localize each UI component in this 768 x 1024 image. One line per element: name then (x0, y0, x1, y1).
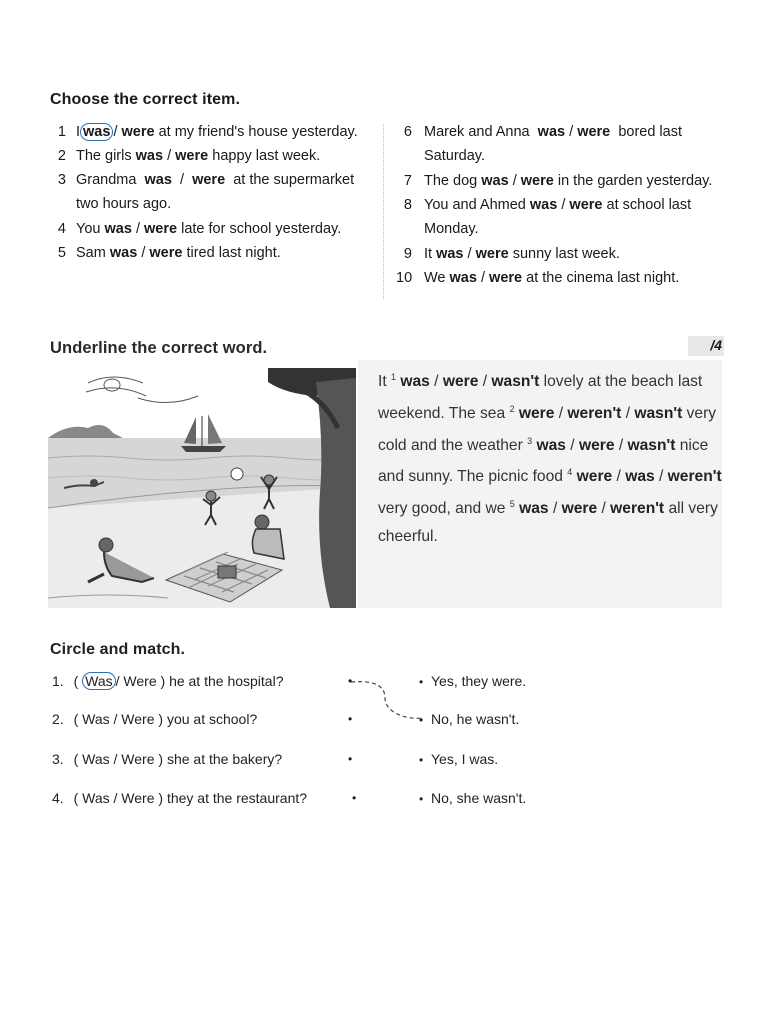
match-line (345, 672, 430, 728)
item-suffix: at the cinema last night. (526, 270, 680, 286)
separator: / (167, 148, 172, 164)
question-row[interactable] (52, 751, 362, 771)
choice-word[interactable]: was (625, 468, 655, 486)
choice-word[interactable]: wasn't (627, 436, 676, 454)
score-box (688, 336, 724, 356)
question-number: 1. (52, 673, 64, 689)
score-label: /4 (710, 337, 722, 353)
item-prefix: The girls (76, 148, 132, 164)
option-were[interactable]: were (569, 197, 603, 213)
item-prefix: Grandma (76, 172, 137, 188)
option-were[interactable]: were (489, 270, 523, 286)
exercise1-item[interactable] (50, 120, 380, 144)
answer-row[interactable]: • No, she wasn't. (419, 790, 527, 806)
option-was[interactable]: was (104, 221, 132, 237)
exercise1-item[interactable] (396, 242, 726, 266)
option-was[interactable]: was (449, 270, 477, 286)
item-suffix: sunny last week. (512, 246, 620, 262)
choice-word[interactable]: were (576, 468, 613, 486)
paragraph-text: nice and sunny. The picnic food (378, 436, 709, 486)
exercise1-item[interactable] (50, 217, 380, 241)
section2-title: Underline the correct word. (50, 339, 268, 357)
question-number: 4. (52, 790, 64, 806)
separator: / (467, 246, 472, 262)
bracket-close: ) (160, 673, 166, 689)
item-suffix: bored last (618, 124, 682, 140)
item-prefix: You (76, 221, 101, 237)
separator: / (561, 197, 566, 213)
option-were[interactable]: Were (121, 751, 155, 767)
exercise1-item[interactable] (396, 193, 726, 242)
option-were[interactable]: were (577, 124, 611, 140)
option-were[interactable]: were (192, 172, 226, 188)
item-continuation: two hours ago. (76, 196, 172, 212)
bracket-close: ) (158, 751, 164, 767)
item-number: 8 (403, 197, 412, 213)
separator: / (113, 751, 118, 767)
option-were[interactable]: were (175, 148, 209, 164)
exercise1-item[interactable] (396, 169, 726, 193)
option-were[interactable]: were (475, 246, 509, 262)
column-divider (383, 124, 384, 299)
choice-word[interactable]: were (442, 373, 479, 390)
item-suffix: at the supermarket (233, 172, 355, 188)
section1-title: Choose the correct item. (50, 91, 241, 108)
exercise1-item[interactable] (396, 120, 726, 169)
item-number: 9 (403, 246, 412, 262)
option-was[interactable]: Was (82, 751, 110, 767)
choice-word[interactable]: weren't (610, 500, 665, 518)
bracket-open: ( (73, 673, 79, 689)
paragraph-text: / (597, 500, 611, 518)
exercise1-item[interactable] (50, 168, 380, 217)
option-was[interactable]: was (144, 172, 172, 188)
option-was[interactable]: Was (82, 790, 110, 806)
option-was-circled[interactable]: Was (82, 672, 115, 690)
separator: / (569, 124, 574, 140)
option-was-circled[interactable]: was (80, 123, 113, 141)
paragraph-text: / (614, 436, 628, 454)
choice-word[interactable]: wasn't (634, 404, 683, 422)
separator: / (180, 172, 185, 188)
gap-number: 1 (391, 372, 397, 382)
paragraph-text: all very cheerful. (378, 500, 718, 545)
choice-word[interactable]: weren't (567, 404, 622, 422)
separator: / (135, 221, 140, 237)
exercise1-item[interactable] (50, 144, 380, 168)
separator: / (512, 173, 517, 189)
choice-word[interactable]: were (578, 436, 615, 454)
separator: / (141, 245, 146, 261)
paragraph-text: It (378, 373, 391, 390)
paragraph-text: / (621, 404, 635, 422)
choice-word[interactable]: weren't (667, 468, 722, 486)
item-prefix: You and Ahmed (424, 197, 526, 213)
option-were[interactable]: were (121, 124, 155, 140)
item-suffix: in the garden yesterday. (557, 173, 713, 189)
question-number: 3. (52, 751, 64, 767)
item-suffix: at my friend's house yesterday. (158, 124, 358, 140)
answer-text: Yes, they were. (430, 673, 527, 689)
option-were[interactable]: were (520, 173, 554, 189)
paragraph-text: / (565, 436, 579, 454)
exercise1-item[interactable] (50, 241, 380, 265)
item-prefix: We (424, 270, 446, 286)
section3-title: Circle and match. (50, 641, 186, 658)
bracket-close: ) (158, 790, 164, 806)
item-prefix: Marek and Anna (424, 124, 530, 140)
paragraph-text: very good, and we (378, 500, 510, 518)
option-was[interactable]: was (436, 246, 464, 262)
beach-illustration (48, 368, 356, 608)
item-number: 3 (57, 172, 66, 188)
choice-word[interactable]: was (400, 373, 430, 390)
match-dot-left[interactable]: • (352, 791, 357, 805)
gap-number: 5 (509, 499, 515, 510)
choice-word[interactable]: were (518, 404, 555, 422)
item-number: 7 (403, 173, 412, 189)
question-row[interactable] (52, 673, 362, 693)
item-prefix: Sam (76, 245, 106, 261)
item-suffix: late for school yesterday. (181, 221, 342, 237)
paragraph-text: / (654, 468, 668, 486)
item-number: 4 (57, 221, 66, 237)
item-prefix: The dog (424, 173, 478, 189)
option-was[interactable]: was (481, 173, 509, 189)
match-dot-left[interactable]: • (348, 752, 353, 766)
option-was[interactable]: Was (82, 711, 110, 727)
question-text: she at the bakery? (166, 751, 283, 767)
choice-word[interactable]: was (536, 436, 566, 454)
item-prefix: I (76, 124, 81, 140)
match-dot-left[interactable]: • (348, 674, 353, 688)
answer-row[interactable]: • No, he wasn't. (419, 711, 520, 727)
paragraph-text: / (612, 468, 626, 486)
item-number: 5 (57, 245, 66, 261)
separator: / (480, 270, 486, 286)
option-was[interactable]: was (135, 148, 164, 164)
bracket-close: ) (158, 711, 164, 727)
bracket-open: ( (73, 751, 79, 767)
question-text: they at the restaurant? (166, 790, 308, 806)
option-were[interactable]: were (144, 221, 178, 237)
answer-text: No, she wasn't. (430, 790, 527, 806)
picnic-basket (218, 566, 236, 578)
option-were[interactable]: Were (121, 711, 155, 727)
option-was[interactable]: was (537, 124, 566, 140)
item-number: 1 (57, 124, 66, 140)
paragraph-text: very cold and the weather (378, 404, 717, 454)
item-number: 2 (57, 148, 66, 164)
paragraph-text: lovely at the beach last weekend. The sea (378, 373, 703, 422)
gap-number: 3 (527, 435, 533, 446)
question-row[interactable] (52, 790, 362, 810)
choice-word[interactable]: wasn't (491, 373, 540, 390)
exercise1-item[interactable] (396, 266, 726, 290)
item-suffix: tired last night. (186, 245, 281, 261)
gap-number: 2 (509, 403, 515, 414)
option-was[interactable]: was (529, 197, 558, 213)
paragraph-text: / (478, 373, 492, 390)
answer-row[interactable]: • Yes, they were. (419, 673, 527, 689)
option-was[interactable]: was (109, 245, 138, 261)
separator: / (113, 711, 118, 727)
paragraph-text: / (548, 500, 562, 518)
ball (231, 468, 243, 480)
answer-row[interactable]: • Yes, I was. (419, 751, 499, 767)
answer-text: No, he wasn't. (430, 711, 520, 727)
question-number: 2. (52, 711, 64, 727)
question-text: he at the hospital? (169, 673, 284, 689)
separator: / (115, 673, 120, 689)
option-were[interactable]: Were (121, 790, 155, 806)
item-suffix: happy last week. (212, 148, 321, 164)
separator: / (113, 790, 118, 806)
question-text: you at school? (166, 711, 258, 727)
question-row[interactable] (52, 711, 362, 731)
bracket-open: ( (73, 711, 79, 727)
gap-fill-paragraph (378, 364, 723, 551)
gap-number: 4 (567, 467, 573, 478)
bracket-open: ( (73, 790, 79, 806)
separator: / (113, 124, 118, 140)
paragraph-text: / (554, 404, 568, 422)
item-continuation: Monday. (424, 221, 479, 237)
answer-text: Yes, I was. (430, 751, 499, 767)
item-number: 10 (396, 270, 413, 286)
choice-word[interactable]: were (561, 500, 598, 518)
item-prefix: It (424, 246, 433, 262)
item-continuation: Saturday. (424, 148, 485, 164)
item-suffix: at school last (606, 197, 692, 213)
match-dot-left[interactable]: • (348, 712, 353, 726)
choice-word[interactable]: was (519, 500, 549, 518)
item-number: 6 (403, 124, 412, 140)
option-were[interactable]: Were (123, 673, 157, 689)
option-were[interactable]: were (149, 245, 183, 261)
paragraph-text: / (429, 373, 443, 390)
